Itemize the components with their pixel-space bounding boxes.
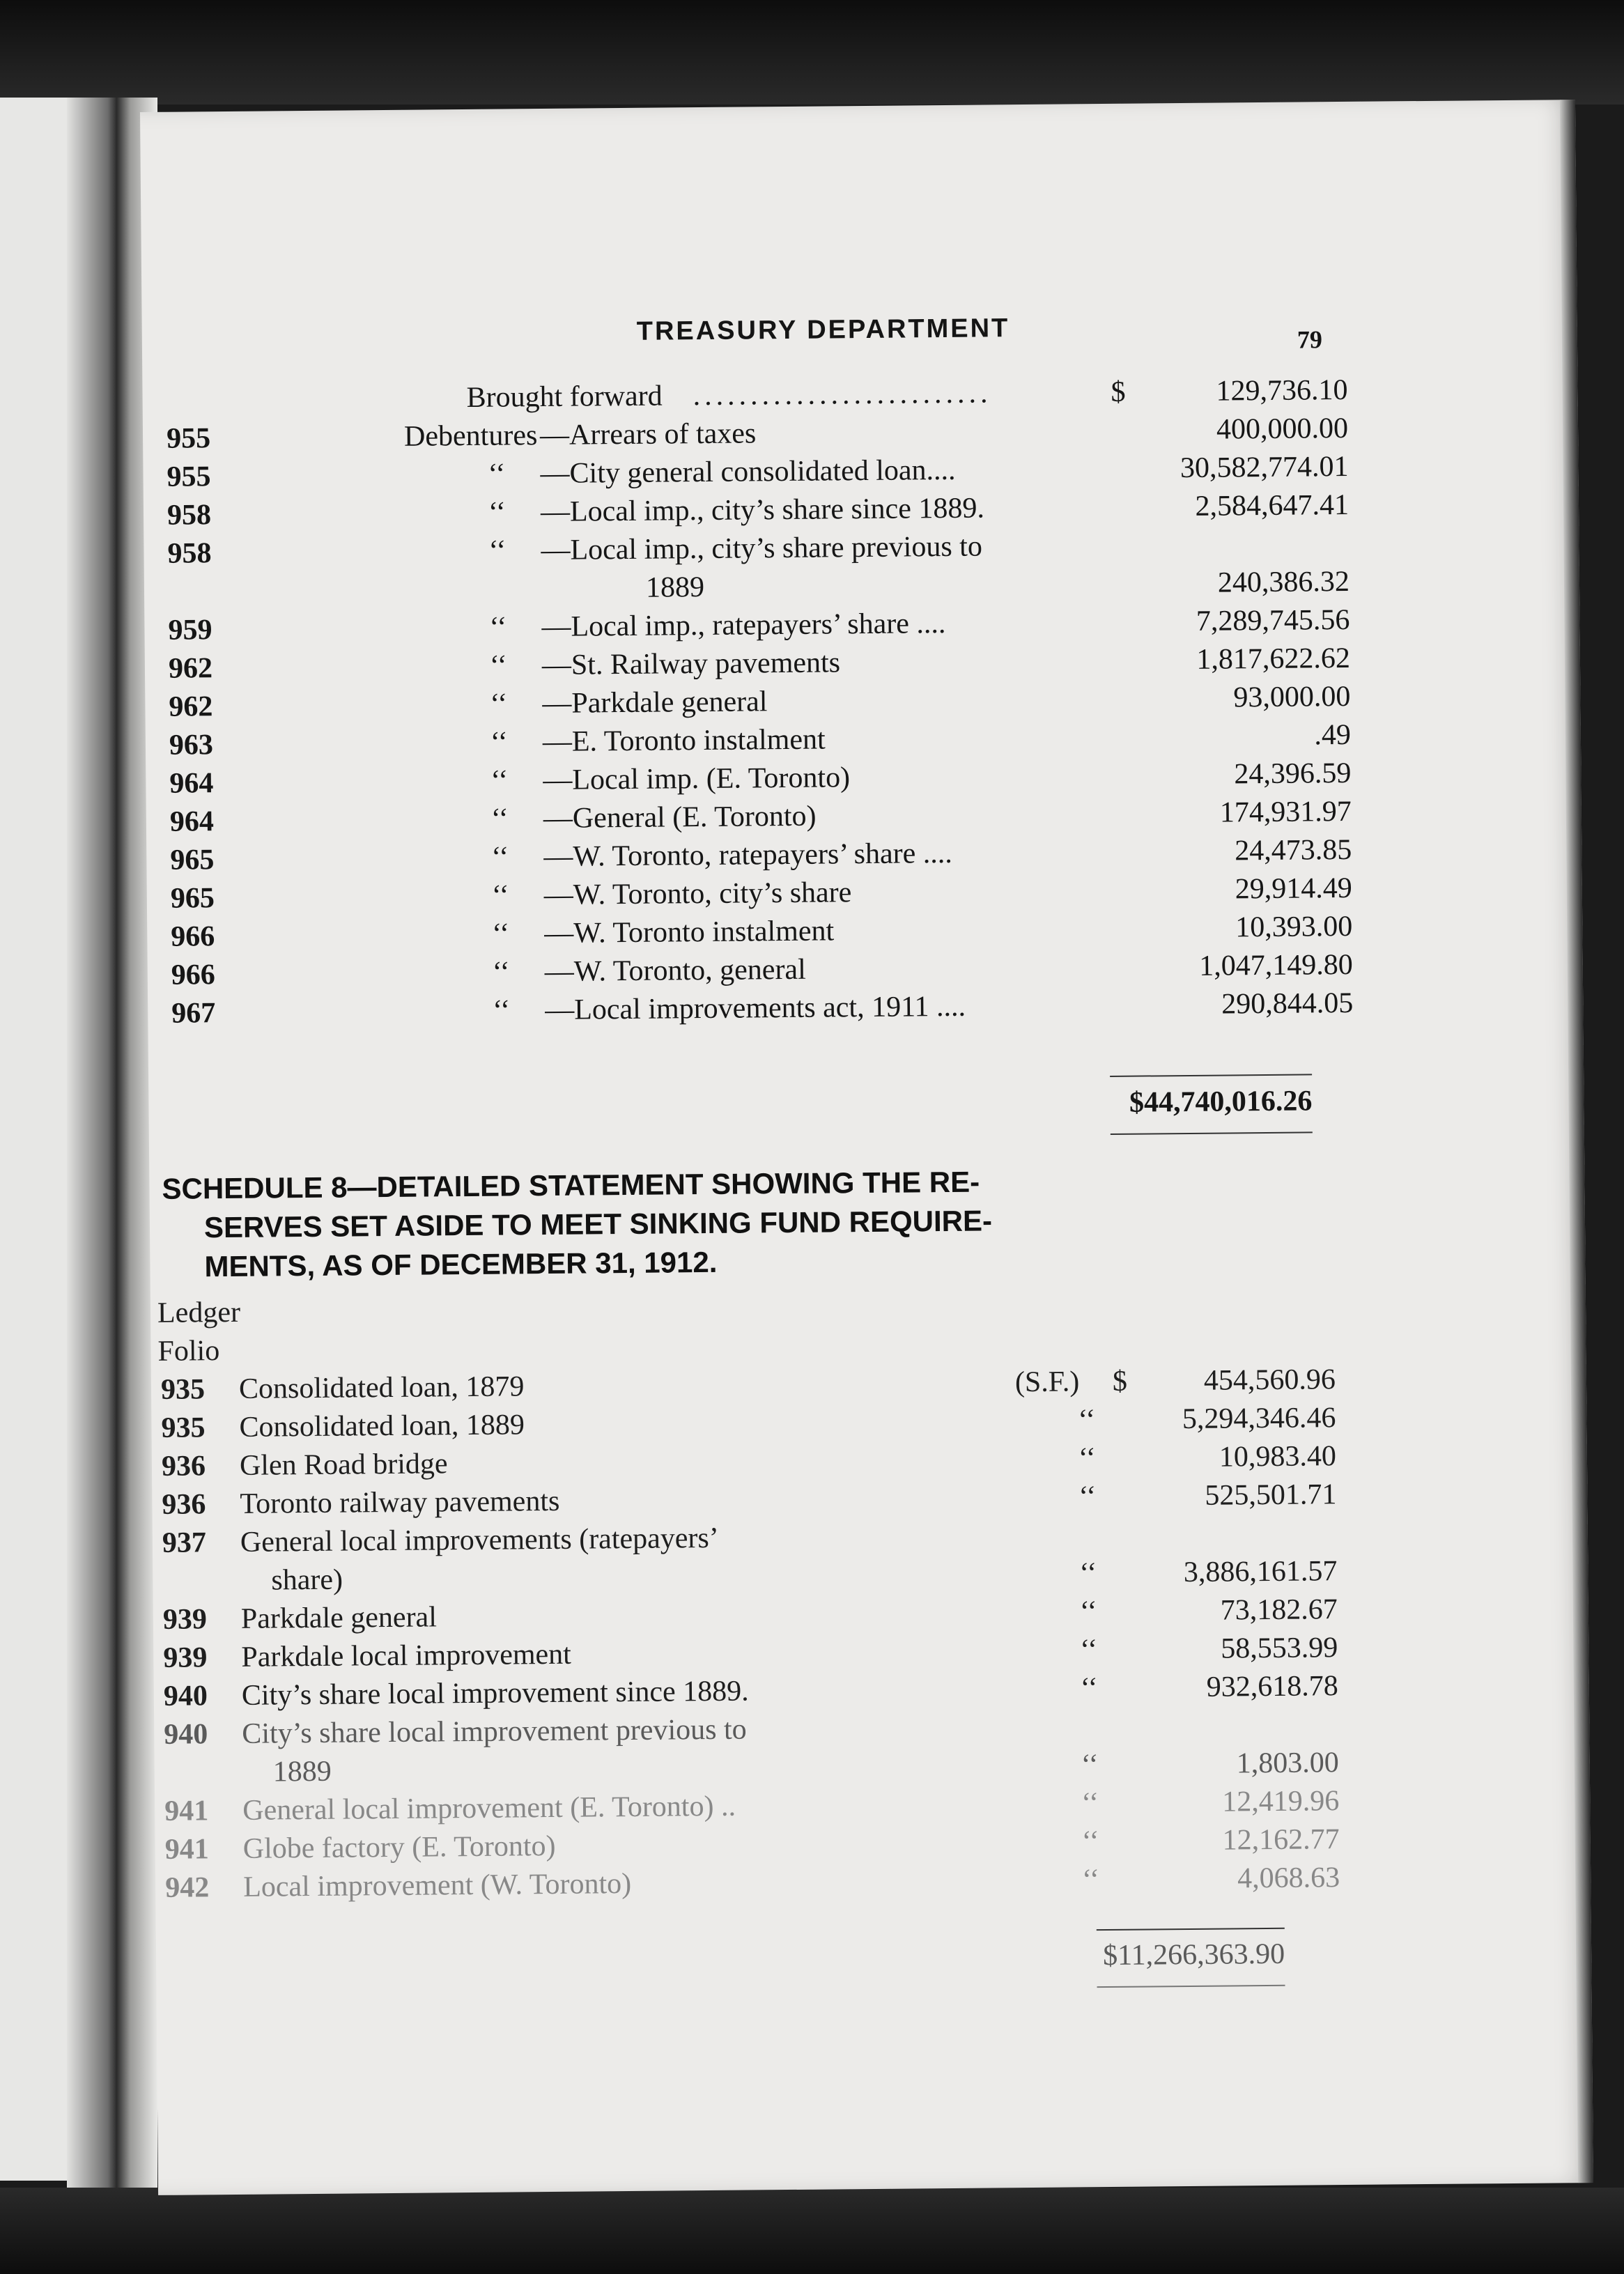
ditto-mark: ‘‘: [1081, 1864, 1100, 1896]
ledger-folio: 958: [167, 537, 212, 570]
debenture-amount: 24,473.85: [1235, 833, 1352, 867]
debenture-description: —W. Toronto instalment: [544, 915, 835, 950]
debenture-amount: 2,584,647.41: [1195, 488, 1350, 523]
schedule-description: Globe factory (E. Toronto): [242, 1830, 556, 1865]
schedule-description: Toronto railway pavements: [240, 1485, 560, 1520]
ledger-folio: 964: [169, 805, 215, 838]
ditto-mark: ‘‘: [488, 496, 506, 529]
debentures-ledger: [142, 371, 1583, 1035]
schedule-description: Local improvement (W. Toronto): [243, 1867, 632, 1903]
ditto-mark: ‘‘: [1081, 1749, 1099, 1781]
sinking-fund-label: (S.F.): [1014, 1366, 1080, 1399]
ledger-folio: 940: [164, 1718, 208, 1751]
schedule-description: Glen Road bridge: [239, 1448, 448, 1482]
debenture-amount: 174,931.97: [1219, 795, 1352, 829]
book-page: [140, 100, 1593, 2195]
ledger-folio: 935: [161, 1411, 206, 1444]
debentures-total: $44,740,016.26: [1129, 1085, 1313, 1119]
debenture-amount: 1,047,149.80: [1199, 948, 1353, 982]
schedule-description: Consolidated loan, 1889: [239, 1409, 525, 1444]
schedule-total-rule-top: [1097, 1928, 1285, 1931]
ditto-mark: ‘‘: [1080, 1634, 1098, 1666]
ledger-folio: 966: [171, 920, 215, 953]
running-header: [142, 309, 1577, 354]
debenture-rows: [143, 410, 1584, 1035]
schedule-title-line-2: SERVES SET ASIDE TO MEET SINKING FUND REQUIRE-: [203, 1204, 993, 1244]
ledger-folio: 965: [170, 844, 215, 876]
ditto-mark: ‘‘: [490, 726, 508, 759]
ditto-mark: ‘‘: [1078, 1442, 1096, 1475]
scan-frame-bottom: [0, 2188, 1624, 2274]
ditto-mark: ‘‘: [491, 841, 509, 874]
debenture-amount: 10,393.00: [1235, 910, 1353, 944]
debenture-amount: 1,817,622.62: [1196, 642, 1351, 676]
ledger-folio: 936: [162, 1488, 206, 1521]
debenture-description: —Local imp. (E. Toronto): [543, 761, 851, 797]
debenture-description: —Arrears of taxes: [539, 417, 757, 452]
column-head-folio: Folio: [157, 1335, 220, 1368]
schedule-amount: 12,419.96: [1222, 1785, 1340, 1818]
total-rule-top: [1110, 1074, 1312, 1077]
schedule-amount: 10,983.40: [1219, 1440, 1337, 1474]
schedule-title-line-3: MENTS, AS OF DECEMBER 31, 1912.: [204, 1245, 718, 1283]
debenture-amount: .49: [1314, 718, 1352, 752]
schedule-description: Parkdale local improvement: [241, 1638, 572, 1673]
ditto-mark: ‘‘: [492, 956, 510, 989]
debenture-amount: 290,844.05: [1221, 987, 1354, 1021]
ledger-folio: 964: [169, 767, 214, 800]
ledger-folio: 935: [160, 1373, 206, 1406]
schedule-description: General local improvements (ratepayers’: [240, 1522, 719, 1558]
schedule-amount: 58,553.99: [1221, 1632, 1338, 1665]
ledger-folio: 955: [166, 422, 211, 455]
ledger-folio: 963: [169, 729, 214, 761]
debenture-description: —General (E. Toronto): [543, 800, 817, 835]
ledger-folio: 940: [163, 1680, 208, 1712]
schedule-description-continued: 1889: [272, 1755, 332, 1788]
scan-frame-top: [0, 0, 1624, 105]
debenture-description-continued: 1889: [645, 571, 705, 604]
page-title: TREASURY DEPARTMENT: [636, 314, 1010, 346]
ditto-mark: ‘‘: [490, 803, 509, 835]
schedule-description: City’s share local improvement since 1889.: [241, 1675, 749, 1712]
ditto-mark: ‘‘: [493, 994, 511, 1027]
ledger-folio: 959: [168, 614, 212, 647]
ledger-folio: 962: [168, 652, 213, 685]
ditto-mark: ‘‘: [492, 918, 510, 950]
schedule-amount: 454,560.96: [1203, 1363, 1336, 1397]
ledger-folio: 962: [169, 690, 213, 723]
brought-forward-label: Brought forward: [466, 380, 663, 414]
column-head-ledger: Ledger: [157, 1296, 241, 1329]
debenture-description: —Local imp., city’s share since 1889.: [540, 492, 985, 529]
schedule-amount: 932,618.78: [1206, 1670, 1338, 1703]
total-rule-bottom: [1111, 1131, 1313, 1135]
ledger-folio: 939: [163, 1641, 208, 1674]
debenture-amount: 24,396.59: [1234, 757, 1352, 791]
schedule-description: General local improvement (E. Toronto) ..: [242, 1790, 736, 1827]
schedule-amount: 5,294,346.46: [1182, 1402, 1336, 1436]
schedule-description: Parkdale general: [240, 1601, 438, 1635]
ditto-mark: ‘‘: [1079, 1595, 1097, 1628]
ditto-mark: ‘‘: [1081, 1825, 1099, 1858]
ledger-folio: 936: [161, 1450, 206, 1483]
currency-sign: $: [1111, 376, 1126, 408]
debenture-amount: 30,582,774.01: [1180, 450, 1349, 485]
ledger-folio: 958: [167, 499, 212, 532]
brought-forward-amount: 129,736.10: [1216, 373, 1348, 408]
schedule-description: Consolidated loan, 1879: [238, 1370, 525, 1405]
ditto-mark: ‘‘: [488, 458, 506, 490]
debenture-amount: 400,000.00: [1216, 412, 1349, 446]
debenture-description: —St. Railway pavements: [541, 647, 841, 682]
ditto-mark: ‘‘: [1079, 1557, 1097, 1590]
debenture-description: —W. Toronto, ratepayers’ share ....: [543, 837, 952, 874]
schedule-description-continued: share): [271, 1563, 343, 1597]
ditto-mark: ‘‘: [490, 764, 509, 797]
schedule-amount: 1,803.00: [1236, 1747, 1339, 1780]
schedule-title-line-1: SCHEDULE 8—DETAILED STATEMENT SHOWING THE RE-: [162, 1165, 980, 1205]
schedule-total: $11,266,363.90: [1102, 1937, 1285, 1972]
schedule-amount: 73,182.67: [1220, 1593, 1338, 1627]
schedule-description: City’s share local improvement previous to: [242, 1713, 747, 1750]
page-number: 79: [1297, 325, 1323, 354]
ditto-mark: ‘‘: [1078, 1480, 1097, 1513]
debenture-amount: 93,000.00: [1233, 680, 1351, 714]
schedule-amount: 4,068.63: [1237, 1862, 1340, 1895]
schedule-title: [162, 1159, 1347, 1287]
leader-dots: ..........................: [693, 377, 992, 412]
debenture-amount: 7,289,745.56: [1196, 603, 1350, 637]
debenture-description: —E. Toronto instalment: [542, 723, 826, 759]
ditto-mark: ‘‘: [489, 611, 507, 644]
ditto-mark: ‘‘: [488, 534, 506, 567]
schedule-total-rule-bottom: [1097, 1985, 1285, 1988]
schedule-amount: 12,162.77: [1222, 1823, 1340, 1857]
ditto-mark: ‘‘: [1080, 1672, 1098, 1705]
ditto-mark: ‘‘: [490, 688, 508, 720]
currency-sign: $: [1112, 1365, 1128, 1398]
ledger-folio: 955: [167, 461, 211, 493]
debenture-description: —Parkdale general: [542, 686, 768, 720]
debenture-description: —W. Toronto, city’s share: [543, 876, 852, 912]
debenture-description: —City general consolidated loan....: [540, 454, 956, 490]
ledger-folio: 939: [162, 1603, 208, 1636]
schedule-amount: 3,886,161.57: [1183, 1555, 1338, 1589]
debentures-prefix: Debentures: [403, 419, 538, 453]
schedule-amount: 525,501.71: [1205, 1478, 1337, 1512]
debenture-amount: 240,386.32: [1217, 565, 1350, 599]
debenture-description: —Local imp., ratepayers’ share ....: [541, 607, 946, 644]
ledger-folio: 966: [171, 959, 216, 991]
ledger-folio: 967: [171, 997, 216, 1030]
ledger-folio: 937: [162, 1526, 207, 1559]
schedule-column-heads: [150, 1284, 1586, 1373]
ditto-mark: ‘‘: [491, 879, 509, 912]
ledger-folio: 965: [170, 882, 215, 915]
debenture-description: —Local imp., city’s share previous to: [541, 530, 983, 567]
ditto-mark: ‘‘: [489, 649, 508, 682]
ledger-folio: 941: [164, 1833, 209, 1866]
ditto-mark: ‘‘: [1078, 1404, 1096, 1437]
ditto-mark: ‘‘: [1081, 1787, 1099, 1820]
debenture-amount: 29,914.49: [1235, 872, 1352, 906]
debenture-description: —W. Toronto, general: [544, 953, 806, 989]
ledger-folio: 942: [165, 1871, 210, 1904]
ledger-folio: 941: [164, 1795, 209, 1827]
debenture-description: —Local improvements act, 1911 ....: [545, 990, 966, 1027]
schedule-rows: [151, 1361, 1591, 1910]
